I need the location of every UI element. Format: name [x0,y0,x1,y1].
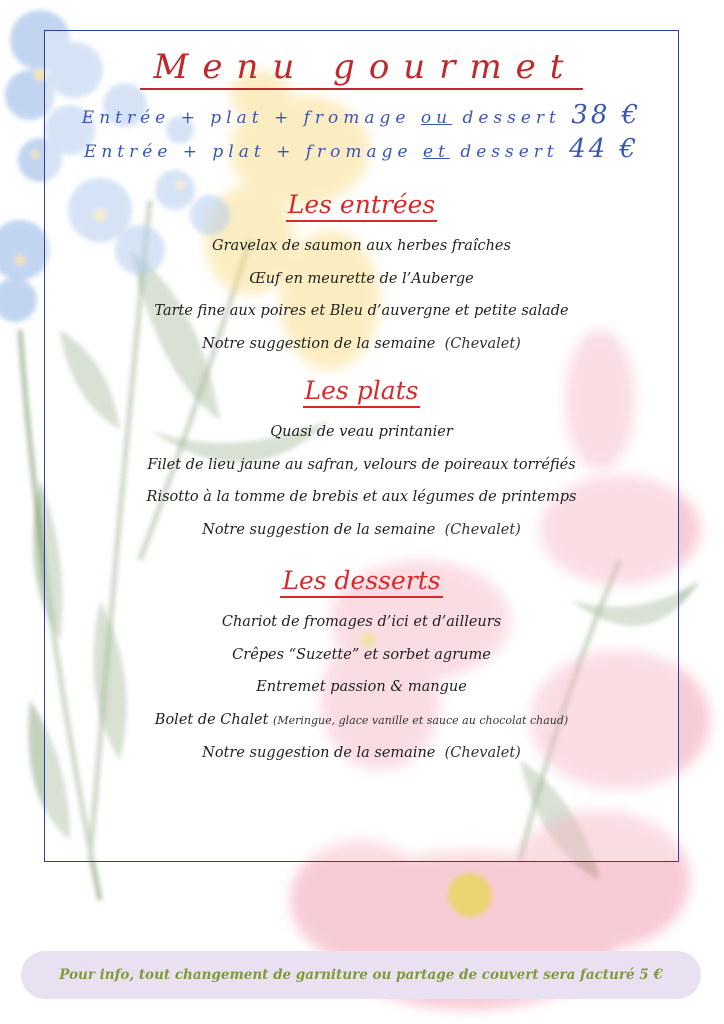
formula-conj: et [423,142,450,162]
menu-item: Tarte fine aux poires et Bleu d’auvergne et petite salade [154,303,569,319]
footer-notice: Pour info, tout changement de garniture ou partage de couvert sera facturé 5 € [21,951,701,999]
menu-item: Risotto à la tomme de brebis et aux légumes de printemps [146,489,577,505]
suggestion-label: Notre suggestion de la semaine [202,745,436,761]
section-items [44,230,679,360]
formula-price: 38 € [571,100,642,130]
suggestion-note: (Chevalet) [444,521,521,538]
menu-item: Chariot de fromages d’ici et d’ailleurs [221,614,502,630]
section-title: Les desserts [280,566,442,598]
section-desserts [44,566,679,770]
section-entrees [44,190,679,360]
menu-item: Crêpes “Suzette” et sorbet agrume [232,646,491,663]
suggestion-note: (Chevalet) [444,335,521,352]
formula-38 [44,100,679,134]
section-plats [44,376,679,546]
menu-title: Menu gourmet [140,48,584,90]
menu-item: Quasi de veau printanier [270,424,453,440]
menu-item [44,704,679,738]
formula-conj: ou [420,108,453,128]
section-title: Les entrées [286,190,438,222]
menu-item: Gravelax de saumon aux herbes fraîches [212,238,511,254]
formula-44 [44,134,679,168]
menu-item: Œuf en meurette de l’Auberge [249,270,474,287]
section-items [44,606,679,770]
formula-text: dessert [449,142,570,162]
formula-price: 44 € [569,134,640,164]
menu-item-note: (Meringue, glace vanille et sauce au chocolat chaud) [273,713,569,727]
suggestion-note: (Chevalet) [444,745,521,761]
menu-item: Entremet passion & mangue [256,679,467,695]
price-formulas [44,100,679,168]
formula-text: dessert [452,108,572,128]
menu-item-name: Bolet de Chalet [154,711,269,728]
menu-item-suggestion [44,737,679,770]
section-items [44,416,679,546]
suggestion-label: Notre suggestion de la semaine [202,335,436,352]
suggestion-label: Notre suggestion de la semaine [202,521,436,538]
formula-text: Entrée + plat + fromage [81,108,421,128]
menu-item-suggestion [44,514,679,547]
menu-item: Filet de lieu jaune au safran, velours de poireaux torréfiés [147,456,576,473]
menu-item-suggestion [44,328,679,361]
section-title: Les plats [303,376,421,408]
formula-text: Entrée + plat + fromage [83,142,424,162]
menu-content [44,30,679,770]
